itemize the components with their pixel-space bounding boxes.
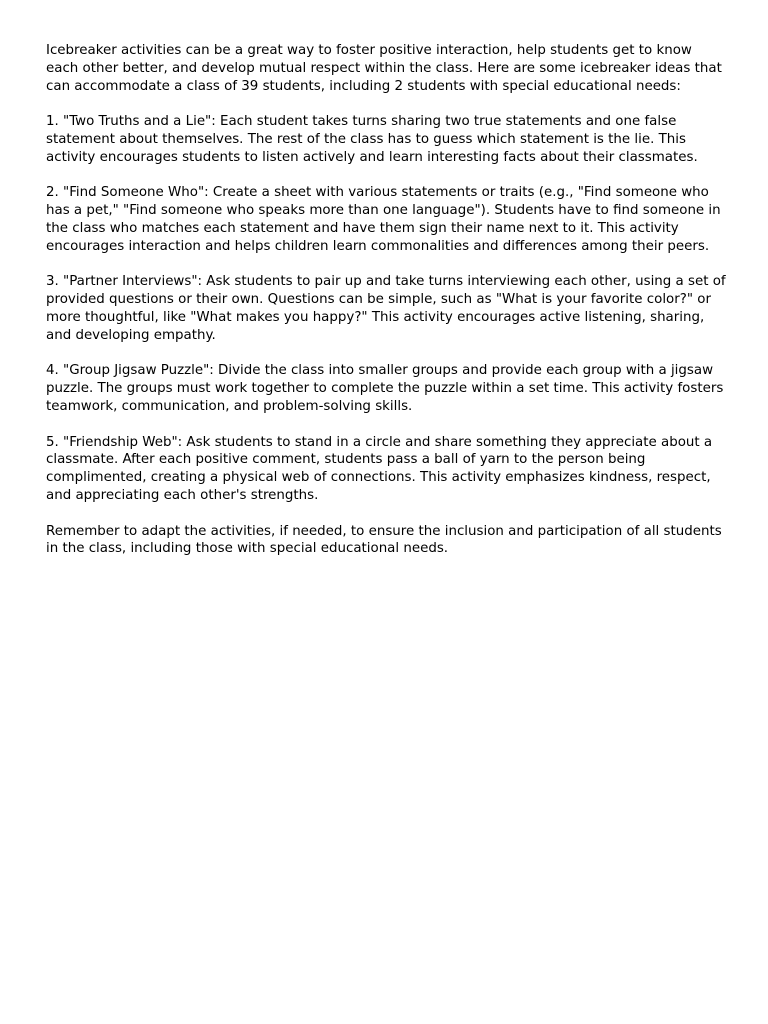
list-item-two-truths: 1. "Two Truths and a Lie": Each student takes turns sharing two true statements and one false statement about themselves. The rest of the class has to guess which statement is the lie. This activity encourages students to listen actively and learn interesting facts about their classmates. (46, 114, 698, 165)
list-item-partner-interviews: 3. "Partner Interviews": Ask students to pair up and take turns interviewing each other, using a set of provided questions or their own. Questions can be simple, such as "What is your favorite color?" or more thoughtful, like "What makes you happy?" This activity encourages active listening, sharing, and developing empathy. (46, 274, 726, 343)
closing-paragraph: Remember to adapt the activities, if needed, to ensure the inclusion and participation of all students in the class, including those with special educational needs. (46, 523, 722, 557)
list-item-jigsaw-puzzle: 4. "Group Jigsaw Puzzle": Divide the class into smaller groups and provide each group with a jigsaw puzzle. The groups must work together to complete the puzzle within a set time. This activity fosters teamwork, communication, and problem-solving skills. (46, 363, 724, 414)
document-body (46, 42, 726, 558)
list-item-friendship-web: 5. "Friendship Web": Ask students to stand in a circle and share something they appreciate about a classmate. After each positive comment, students pass a ball of yarn to the person being complimented, creating a physical web of connections. This activity emphasizes kindness, respect, and appreciating each other's strengths. (46, 434, 713, 503)
intro-paragraph: Icebreaker activities can be a great way to foster positive interaction, help students get to know each other better, and develop mutual respect within the class. Here are some icebreaker ideas that can accommodate a class of 39 students, including 2 students with special educational needs: (46, 43, 722, 94)
list-item-find-someone: 2. "Find Someone Who": Create a sheet with various statements or traits (e.g., "Find someone who has a pet," "Find someone who speaks more than one language"). Students have to find someone in the class who matches each statement and have them sign their name next to it. This activity encourages interaction and helps children learn commonalities and differences among their peers. (46, 185, 721, 254)
